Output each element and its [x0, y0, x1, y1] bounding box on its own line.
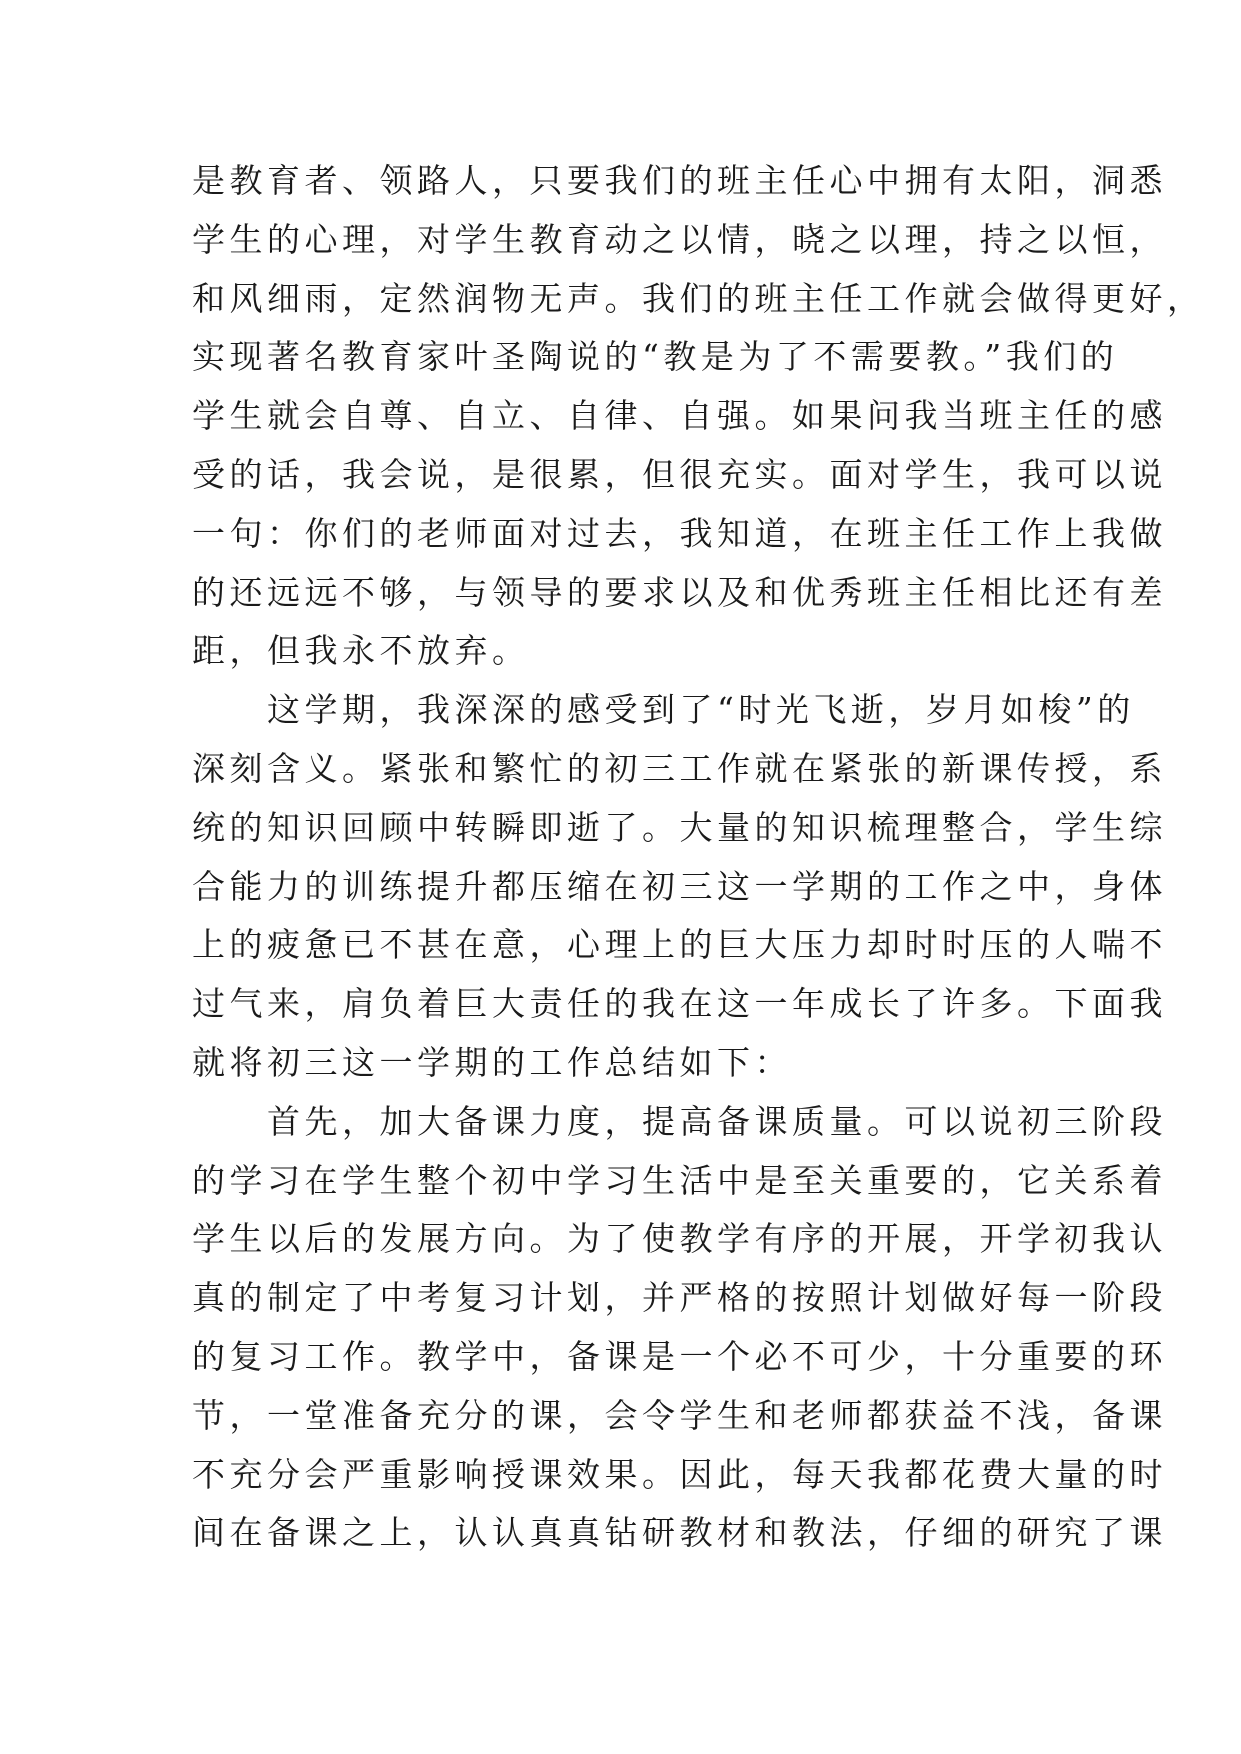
text-line: 上的疲惫已不甚在意，心理上的巨大压力却时时压的人喘不 — [192, 925, 1167, 965]
text-line: 合能力的训练提升都压缩在初三这一学期的工作之中，身体 — [192, 866, 1167, 906]
paragraph-2 — [192, 681, 1167, 1093]
text-line: 的复习工作。教学中，备课是一个必不可少，十分重要的环 — [192, 1336, 1167, 1376]
text-line: 一句：你们的老师面对过去，我知道，在班主任工作上我做 — [192, 513, 1167, 553]
paragraph-1 — [192, 152, 1205, 681]
text-line: 实现著名教育家叶圣陶说的“教是为了不需要教。”我们的 — [192, 337, 1119, 377]
text-line: 不充分会严重影响授课效果。因此，每天我都花费大量的时 — [192, 1454, 1167, 1494]
text-line: 间在备课之上，认认真真钻研教材和教法，仔细的研究了课 — [192, 1513, 1167, 1553]
paragraph-3 — [192, 1093, 1167, 1563]
text-line: 学生就会自尊、自立、自律、自强。如果问我当班主任的感 — [192, 396, 1167, 436]
text-line: 的还远远不够，与领导的要求以及和优秀班主任相比还有差 — [192, 572, 1167, 612]
text-line: 受的话，我会说，是很累，但很充实。面对学生，我可以说 — [192, 454, 1167, 494]
text-line: 节，一堂准备充分的课，会令学生和老师都获益不浅，备课 — [192, 1395, 1167, 1435]
text-line: 学生以后的发展方向。为了使教学有序的开展，开学初我认 — [192, 1219, 1167, 1259]
text-line: 就将初三这一学期的工作总结如下： — [192, 1042, 792, 1082]
text-line: 首先，加大备课力度，提高备课质量。可以说初三阶段 — [192, 1101, 1167, 1141]
text-line: 深刻含义。紧张和繁忙的初三工作就在紧张的新课传授，系 — [192, 748, 1167, 788]
text-line: 的学习在学生整个初中学习生活中是至关重要的，它关系着 — [192, 1160, 1167, 1200]
text-line: 学生的心理，对学生教育动之以情，晓之以理，持之以恒， — [192, 219, 1167, 259]
text-line: 距，但我永不放弃。 — [192, 631, 530, 671]
text-line: 真的制定了中考复习计划，并严格的按照计划做好每一阶段 — [192, 1278, 1167, 1318]
text-line: 过气来，肩负着巨大责任的我在这一年成长了许多。下面我 — [192, 984, 1167, 1024]
text-line: 这学期，我深深的感受到了“时光飞逝，岁月如梭”的 — [192, 690, 1135, 730]
text-line: 是教育者、领路人，只要我们的班主任心中拥有太阳，洞悉 — [192, 161, 1167, 200]
text-line: 统的知识回顾中转瞬即逝了。大量的知识梳理整合，学生综 — [192, 807, 1167, 847]
document-body — [192, 152, 1205, 1563]
text-line: 和风细雨，定然润物无声。我们的班主任工作就会做得更好， — [192, 278, 1205, 318]
